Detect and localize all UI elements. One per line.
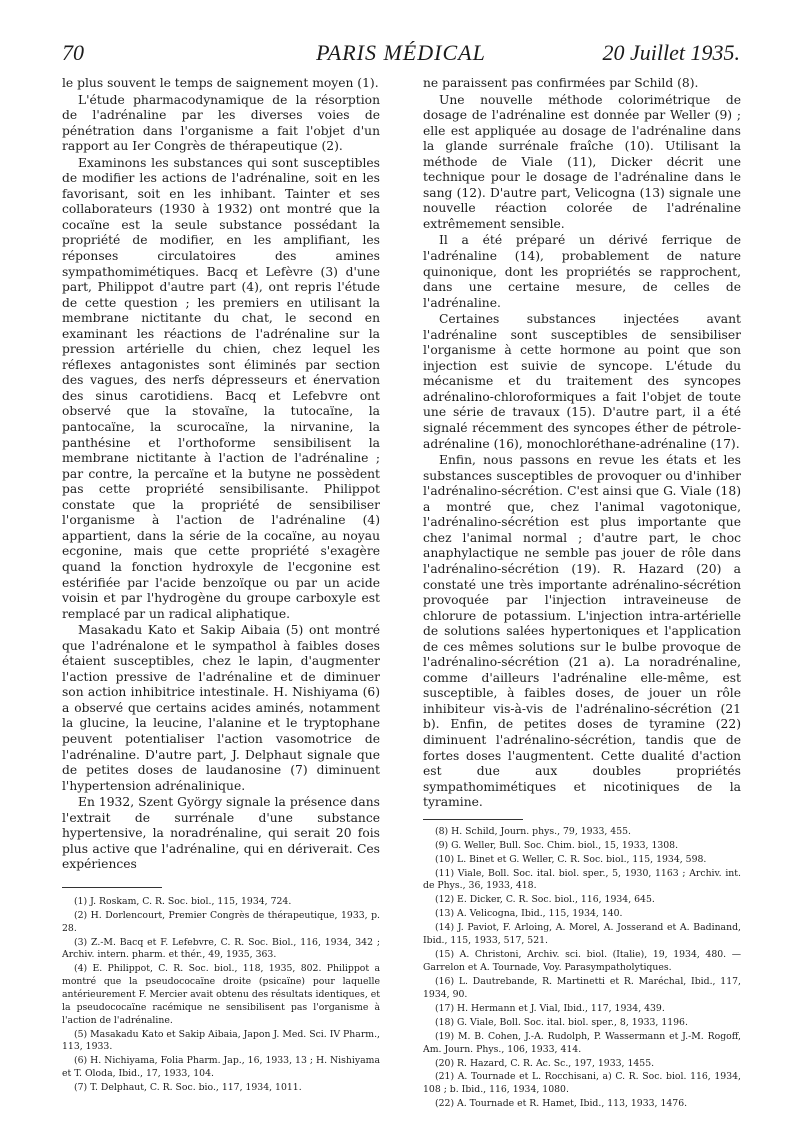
footnote: (1) J. Roskam, C. R. Soc. biol., 115, 1934, 724. [74,895,292,907]
right-column [423,76,741,1112]
footnote: (2) H. Dorlencourt, Premier Congrès de thérapeutique, 1933, p. 28. [62,909,380,934]
footnote: (14) J. Paviot, F. Arloing, A. Morel, A. Josserand et A. Badinand, Ibid., 115, 1933, 517, 521. [423,922,741,947]
footnote: (5) Masakadu Kato et Sakip Aibaia, Japon J. Med. Sci. IV Pharm., 113, 1933. [62,1028,380,1053]
paragraph: Examinons les substances qui sont susceptibles de modifier les actions de l'adrénaline, soit en les favorisant, soit en les inhibant. Tainter et ses collaborateurs (1930 à 1932) ont montré que la cocaïne est la seule substance possédant la propriété de modifier, en les amplifiant, les réponses circulatoires des amines sympathomimétiques. Bacq et Lefèvre (3) d'une part, Philippot d'autre part (4), ont repris l'étude de cette question ; les premiers en utilisant la membrane nictitante du chat, le second en examinant les réactions de l'adrénaline sur la pression artérielle du chien, chez lequel les réflexes antagonistes sont éliminés par section des vagues, des nerfs dépresseurs et énervation des sinus carotidiens. Bacq et Lefebvre ont observé que la stovaïne, la tutocaïne, la pantocaïne, la scurocaïne, la nirvanine, la panthésine et l'orthoforme sensibilisent la membrane nictitante à l'action de l'adrénaline ; par contre, la percaïne et la butyne ne possèdent pas cette propriété sensibilisante. Philippot constate que la propriété de sensibiliser l'organisme à l'action de l'adrénaline (4) appartient, dans la série de la cocaïne, au noyau ecgonine, mais que cette propriété s'exagère quand la fonction hydroxyle de l'ecgonine est estérifiée par l'acide benzoïque ou par un acide voisin et par l'hydrogène du groupe carboxyle est remplacé par un radical aliphatique. [62,155,380,621]
footnote: (16) L. Dautrebande, R. Martinetti et R. Maréchal, Ibid., 117, 1934, 90. [423,975,741,1000]
paragraph: Une nouvelle méthode colorimétrique de dosage de l'adrénaline est donnée par Weller (9) ; elle est appliquée au dosage de l'adrénaline dans la glande surrénale fraîche (10). Utilisant la méthode de Viale (11), Dicker décrit une technique pour le dosage de l'adrénaline dans le sang (12). D'autre part, Velicogna (13) signale une nouvelle réaction colorée de l'adrénaline extrêmement sensible. [423,92,741,231]
paragraph: ne paraissent pas confirmées par Schild (8). [423,76,699,90]
right-body-text [423,76,741,811]
footnote: (6) H. Nichiyama, Folia Pharm. Jap., 16, 1933, 13 ; H. Nishiyama et T. Oloda, Ibid., 17, 1933, 104. [62,1055,380,1080]
left-footnotes [62,896,380,1095]
paragraph: L'étude pharmacodynamique de la résorption de l'adrénaline par les diverses voies de pénétration dans l'organisme a fait l'objet d'un rapport au Ier Congrès de thérapeutique (2). [62,92,380,154]
page-header [62,40,740,70]
footnote: (17) H. Hermann et J. Vial, Ibid., 117, 1934, 439. [435,1002,665,1014]
footnote: (3) Z.-M. Bacq et F. Lefebvre, C. R. Soc. Biol., 116, 1934, 342 ; Archiv. intern. pharm. et thér., 49, 1935, 363. [62,936,380,961]
footnote: (13) A. Velicogna, Ibid., 115, 1934, 140. [435,908,623,920]
running-title: PARIS MÉDICAL [316,40,486,65]
footnote: (7) T. Delphaut, C. R. Soc. bio., 117, 1934, 1011. [74,1082,302,1094]
footnote: (11) Viale, Boll. Soc. ital. biol. sper., 5, 1930, 1163 ; Archiv. int. de Phys., 36, 1933, 418. [423,867,741,892]
footnote: (20) R. Hazard, C. R. Ac. Sc., 197, 1933, 1455. [435,1057,655,1069]
footnote-divider [62,887,162,888]
footnote-divider [423,819,523,820]
left-body-text [62,76,380,873]
paragraph: Masakadu Kato et Sakip Aibaia (5) ont montré que l'adrénalone et le sympathol à faibles doses étaient susceptibles, chez le lapin, d'augmenter l'action pressive de l'adrénaline et de diminuer son action inhibitrice intestinale. H. Nishiyama (6) a observé que certains acides aminés, notamment la glucine, la leucine, l'alanine et le tryptophane peuvent potentialiser l'action vasomotrice de l'adrénaline. D'autre part, J. Delphaut signale que de petites doses de laudanosine (7) diminuent l'hypertension adrénalinique. [62,623,380,793]
footnote: (22) A. Tournade et R. Hamet, Ibid., 113, 1933, 1476. [435,1098,688,1110]
right-footnotes [423,826,741,1111]
footnote: (18) G. Viale, Boll. Soc. ital. biol. sper., 8, 1933, 1196. [435,1016,688,1028]
footnote: (15) A. Christoni, Archiv. sci. biol. (Italie), 19, 1934, 480. — Garrelon et A. Tournade, Voy. Parasympatholytiques. [423,949,741,973]
paragraph: le plus souvent le temps de saignement moyen (1). [62,76,379,90]
footnote: (12) E. Dicker, C. R. Soc. biol., 116, 1934, 645. [435,894,655,906]
paragraph: Il a été préparé un dérivé ferrique de l'adrénaline (14), probablement de nature quinonique, dont les propriétés se rapprochent, dans une certaine mesure, de celles de l'adrénaline. [423,233,741,310]
footnote: (10) L. Binet et G. Weller, C. R. Soc. biol., 115, 1934, 598. [435,853,707,865]
footnote: (21) A. Tournade et L. Rocchisani, a) C. R. Soc. biol. 116, 1934, 108 ; b. Ibid., 116, 1934, 1080. [423,1071,741,1096]
footnote: (8) H. Schild, Journ. phys., 79, 1933, 455. [435,825,632,837]
footnote: (4) E. Philippot, C. R. Soc. biol., 118, 1935, 802. Philippot a montré que la pseudococaïne droite (psicaïne) pour laquelle antérieurement F. Mercier avait obtenu des résultats identiques, et la pseudococaïne racémique ne sensibilisent pas l'organisme à l'action de l'adrénaline. [62,963,380,1026]
page-number: 70 [62,40,84,65]
issue-date: 20 Juillet 1935. [602,40,740,65]
footnote: (19) M. B. Cohen, J.-A. Rudolph, P. Wassermann et J.-M. Rogoff, Am. Journ. Phys., 106, 1933, 414. [423,1030,741,1055]
footnote: (9) G. Weller, Bull. Soc. Chim. biol., 15, 1933, 1308. [435,839,679,851]
paragraph: En 1932, Szent György signale la présence dans l'extrait de surrénale d'une substance hypertensive, la noradrénaline, qui serait 20 fois plus active que l'adrénaline, qui en dériverait. Ces expériences [62,795,380,872]
paragraph: Enfin, nous passons en revue les états et les substances susceptibles de provoquer ou d'inhiber l'adrénalino-sécrétion. C'est ainsi que G. Viale (18) a montré que, chez l'animal vagotonique, l'adrénalino-sécrétion est plus importante que chez l'animal normal ; d'autre part, le choc anaphylactique ne semble pas jouer de rôle dans l'adrénalino-sécrétion (19). R. Hazard (20) a constaté une très importante adrénalino-sécrétion provoquée par l'injection intraveineuse de chlorure de potassium. L'injection intra-artérielle de solutions salées hypertoniques et l'application de ces mêmes solutions sur le bulbe provoque de l'adrénalino-sécrétion (21 a). La noradrénaline, comme d'ailleurs l'adrénaline elle-même, est susceptible, à faibles doses, de jouer un rôle inhibiteur vis-à-vis de l'adrénalino-sécrétion (21 b). Enfin, de petites doses de tyramine (22) diminuent l'adrénalino-sécrétion, tandis que de fortes doses l'augmentent. Cette dualité d'action est due aux doubles propriétés sympathomimétiques et nicotiniques de la tyramine. [423,453,741,810]
paragraph: Certaines substances injectées avant l'adrénaline sont susceptibles de sensibiliser l'organisme à cette hormone au point que son injection est suivie de syncope. L'étude du mécanisme et du traitement des syncopes adrénalino-chloroformiques a fait l'objet de toute une série de travaux (15). D'autre part, il a été signalé récemment des syncopes éther de pétrole-adrénaline (16), monochloréthane-adrénaline (17). [423,312,741,451]
left-column [62,76,380,1096]
